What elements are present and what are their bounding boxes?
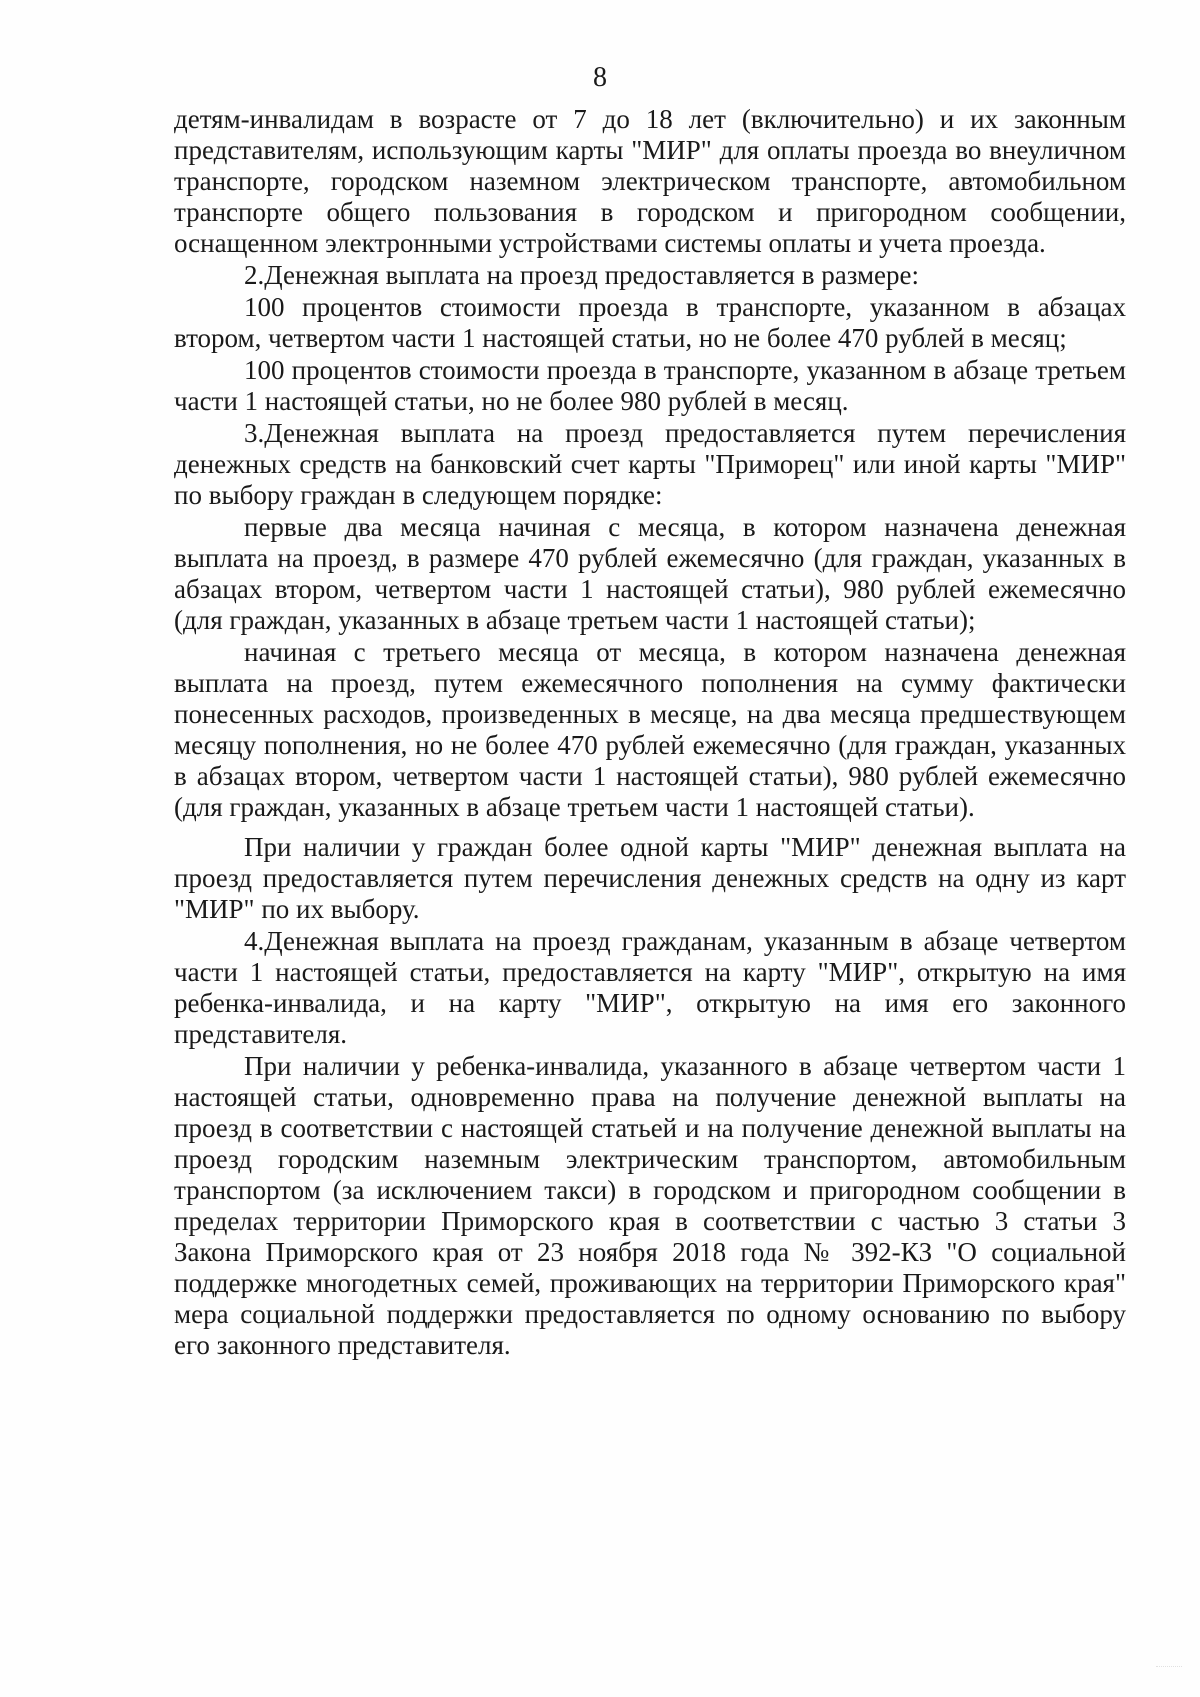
paragraph-3-note: При наличии у граждан более одной карты "МИР" денежная выплата на проезд предоставляется путем перечисления денежных средств на одну из карт "МИР" по их выбору.	[174, 832, 1126, 924]
paragraph-3-item-2: начиная с третьего месяца от месяца, в котором назначена денежная выплата на проезд, путем ежемесячного пополнения на сумму фактически понесенных расходов, произведенных в месяце, на два месяца предшествующем месяцу пополнения, но не более 470 рублей ежемесячно (для граждан, указанных в абзацах втором, четвертом части 1 настоящей статьи), 980 рублей ежемесячно (для граждан, указанных в абзаце третьем части 1 настоящей статьи).	[174, 637, 1126, 822]
document-body	[174, 104, 1126, 1361]
paragraph-2-item-1: 100 процентов стоимости проезда в транспорте, указанном в абзацах втором, четвертом части 1 настоящей статьи, но не более 470 рублей в месяц;	[174, 292, 1126, 353]
paragraph-4: 4.Денежная выплата на проезд гражданам, указанным в абзаце четвертом части 1 настоящей статьи, предоставляется на карту "МИР", открытую на имя ребенка-инвалида, и на карту "МИР", открытую на имя его законного представителя.	[174, 926, 1126, 1049]
paragraph-3: 3.Денежная выплата на проезд предоставляется путем перечисления денежных средств на банковский счет карты "Приморец" или иной карты "МИР" по выбору граждан в следующем порядке:	[174, 418, 1126, 510]
paragraph-continuation: детям-инвалидам в возрасте от 7 до 18 лет (включительно) и их законным представителям, использующим карты "МИР" для оплаты проезда во внеуличном транспорте, городском наземном электрическом транспорте, автомобильном транспорте общего пользования в городском и пригородном сообщении, оснащенном электронными устройствами системы оплаты и учета проезда.	[174, 104, 1126, 258]
paragraph-2: 2.Денежная выплата на проезд предоставляется в размере:	[244, 260, 920, 290]
paragraph-3-item-1: первые два месяца начиная с месяца, в котором назначена денежная выплата на проезд, в размере 470 рублей ежемесячно (для граждан, указанных в абзацах втором, четвертом части 1 настоящей статьи), 980 рублей ежемесячно (для граждан, указанных в абзаце третьем части 1 настоящей статьи);	[174, 512, 1126, 635]
paragraph-2-item-2: 100 процентов стоимости проезда в транспорте, указанном в абзаце третьем части 1 настоящей статьи, но не более 980 рублей в месяц.	[174, 355, 1126, 416]
scan-artifact	[1156, 1666, 1182, 1677]
page-number: 8	[593, 62, 607, 93]
paragraph-4-note: При наличии у ребенка-инвалида, указанного в абзаце четвертом части 1 настоящей статьи, одновременно права на получение денежной выплаты на проезд в соответствии с настоящей статьей и на получение денежной выплаты на проезд городским наземным электрическим транспортом, автомобильным транспортом (за исключением такси) в городском и пригородном сообщении в пределах территории Приморского края в соответствии с частью 3 статьи 3 Закона Приморского края от 23 ноября 2018 года № 392-КЗ "О социальной поддержке многодетных семей, проживающих на территории Приморского края" мера социальной поддержки предоставляется по одному основанию по выбору его законного представителя.	[174, 1051, 1126, 1360]
